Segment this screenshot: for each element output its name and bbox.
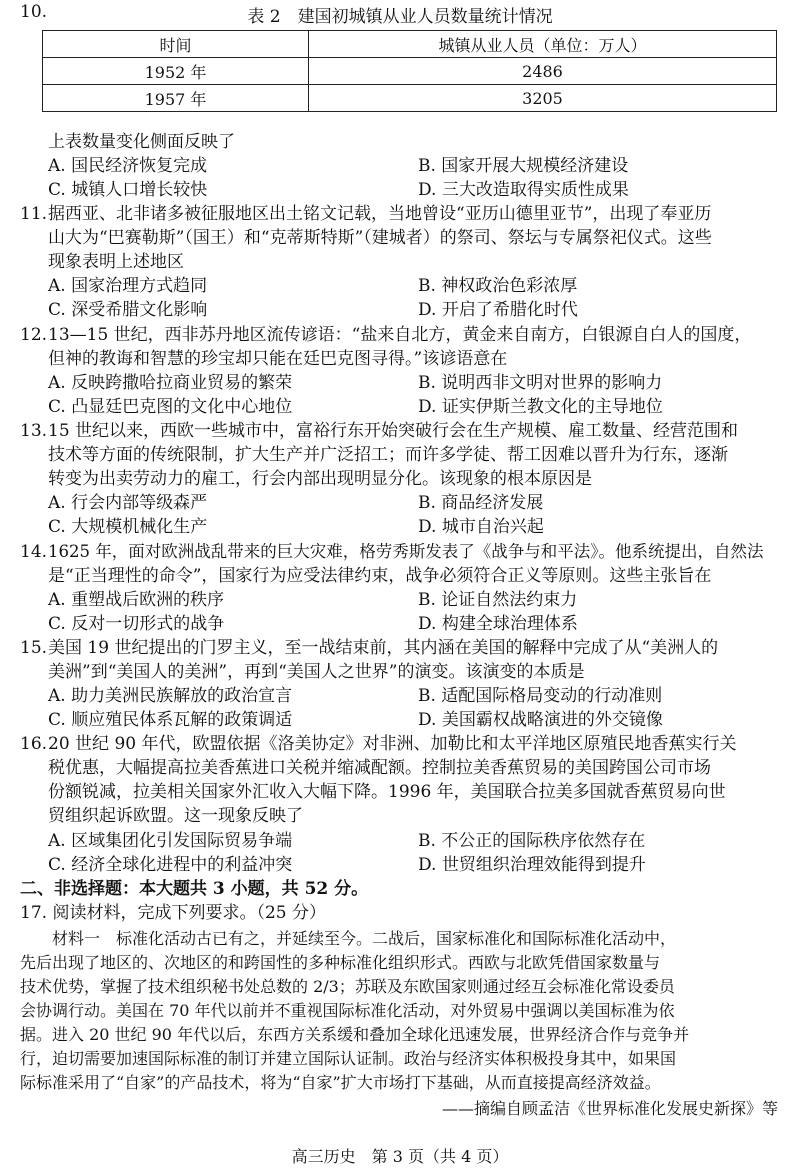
question-line: 是“正当理性的命令”，国家行为应受法律约束，战争必须符合正义等原则。这些主张旨在 (48, 566, 712, 586)
option-c: C. 反对一切形式的战争 (48, 614, 225, 634)
question-line: 但神的教诲和智慧的珍宝却只能在廷巴克图寻得。”该谚语意在 (48, 349, 508, 369)
material-line: 际标准采用了“自家”的产品技术，将为“自家”扩大市场打下基础，从而直接提高经济效益。 (20, 1073, 661, 1092)
material-line: 会协调行动。美国在 70 年代以前并不重视国际标准化活动，对外贸易中强调以美国标准为依 (20, 1001, 675, 1020)
table-cell: 3205 (309, 85, 777, 112)
question-line: 美国 19 世纪提出的门罗主义，至一战结束前，其内涵在美国的解释中完成了从“美洲人的 (48, 638, 719, 658)
question-line: 20 世纪 90 年代，欧盟依据《洛美协定》对非洲、加勒比和太平洋地区原殖民地香蕉实行关 (48, 734, 737, 754)
option-a: A. 助力美洲民族解放的政治宣言 (48, 686, 293, 706)
option-c: C. 经济全球化进程中的利益冲突 (48, 855, 293, 875)
option-d: D. 构建全球治理体系 (418, 614, 578, 634)
question-number: 12. (20, 325, 48, 345)
table-header: 城镇从业人员（单位：万人） (309, 31, 777, 58)
option-c: C. 顺应殖民体系瓦解的政策调适 (48, 710, 293, 730)
question-number: 16. (20, 734, 48, 754)
option-b: B. 不公正的国际秩序依然存在 (418, 831, 646, 851)
table-row (43, 58, 777, 85)
material-line: 技术优势，掌握了技术组织秘书处总数的 2/3；苏联及东欧国家则通过经互会标准化常设委员 (20, 977, 675, 996)
question-number: 10. (20, 2, 48, 22)
option-c: C. 凸显廷巴克图的文化中心地位 (48, 397, 293, 417)
question-line: 份额锐减，拉美相关国家外汇收入大幅下降。1996 年，美国联合拉美多国就香蕉贸易向世 (48, 782, 726, 802)
option-b: B. 商品经济发展 (418, 493, 544, 513)
option-c: C. 深受希腊文化影响 (48, 300, 208, 320)
question-line: 转变为出卖劳动力的雇工，行会内部出现明显分化。该现象的根本原因是 (48, 469, 592, 489)
question-number: 15. (20, 638, 48, 658)
option-b: B. 神权政治色彩浓厚 (418, 276, 578, 296)
table-cell: 2486 (309, 58, 777, 85)
material-source: ——摘编自顾孟洁《世界标准化发展史新探》等 (441, 1099, 778, 1118)
option-d: D. 证实伊斯兰教文化的主导地位 (418, 397, 663, 417)
question-number: 11. (20, 204, 48, 224)
material-line: 材料一 标准化活动古已有之，并延续至今。二战后，国家标准化和国际标准化活动中， (20, 929, 677, 948)
question-line: 美洲”到“美国人的美洲”，再到“美国人之世界”的演变。该演变的本质是 (48, 662, 585, 682)
option-a: A. 行会内部等级森严 (48, 493, 208, 513)
option-b: B. 适配国际格局变动的行动准则 (418, 686, 663, 706)
question-line: 税优惠，大幅提高拉美香蕉进口关税并缩减配额。控制拉美香蕉贸易的美国跨国公司市场 (48, 758, 711, 778)
question-line: 据西亚、北非诸多被征服地区出土铭文记载，当地曾设“亚历山德里亚节”，出现了奉亚历 (48, 204, 712, 224)
option-c: C. 大规模机械化生产 (48, 517, 208, 537)
table-row (43, 85, 777, 112)
question-line: 技术等方面的传统限制，扩大生产并广泛招工；而许多学徒、帮工因难以晋升为行东，逐渐 (48, 445, 728, 465)
option-a: A. 区域集团化引发国际贸易争端 (48, 831, 293, 851)
page-footer: 高三历史 第 3 页（共 4 页） (291, 1147, 509, 1166)
option-a: A. 重塑战后欧洲的秩序 (48, 590, 225, 610)
table-cell: 1957 年 (43, 85, 309, 112)
question-line: 贸组织起诉欧盟。这一现象反映了 (48, 806, 303, 826)
data-table (42, 30, 777, 112)
question-line: 15 世纪以来，西欧一些城市中，富裕行东开始突破行会在生产规模、雇工数量、经营范围和 (48, 421, 739, 441)
option-a: A. 国民经济恢复完成 (48, 156, 208, 176)
table-header: 时间 (43, 31, 309, 58)
section-heading: 二、非选择题：本大题共 3 小题，共 52 分。 (20, 879, 369, 899)
option-d: D. 三大改造取得实质性成果 (418, 180, 629, 200)
question-line: 现象表明上述地区 (48, 252, 184, 272)
option-b: B. 论证自然法约束力 (418, 590, 578, 610)
option-a: A. 反映跨撒哈拉商业贸易的繁荣 (48, 373, 293, 393)
option-b: B. 说明西非文明对世界的影响力 (418, 373, 663, 393)
material-line: 行，迫切需要加速国际标准的制订并建立国际认证制。政治与经济实体积极投身其中，如果国 (20, 1049, 677, 1068)
table-header-row (43, 31, 777, 58)
option-d: D. 开启了希腊化时代 (418, 300, 578, 320)
material-line: 据。进入 20 世纪 90 年代以后，东西方关系缓和叠加全球化迅速发展，世界经济合作与竞争并 (20, 1025, 690, 1044)
option-a: A. 国家治理方式趋同 (48, 276, 208, 296)
option-d: D. 城市自治兴起 (418, 517, 544, 537)
option-b: B. 国家开展大规模经济建设 (418, 156, 629, 176)
question-line: 13—15 世纪，西非苏丹地区流传谚语：“盐来自北方，黄金来自南方，白银源自白人的国度， (48, 325, 752, 345)
question-stem: 17. 阅读材料，完成下列要求。（25 分） (20, 903, 326, 923)
question-number: 14. (20, 542, 48, 562)
table-cell: 1952 年 (43, 58, 309, 85)
option-d: D. 美国霸权战略演进的外交镜像 (418, 710, 663, 730)
material-line: 先后出现了地区的、次地区的和跨国性的多种标准化组织形式。西欧与北欧凭借国家数量与 (20, 953, 661, 972)
table-caption: 表 2 建国初城镇从业人员数量统计情况 (247, 7, 553, 27)
question-number: 13. (20, 421, 48, 441)
question-line: 山大为“巴赛勒斯”（国王）和“克蒂斯特斯”（建城者）的祭司、祭坛与专属祭祀仪式。这些 (48, 228, 712, 248)
option-c: C. 城镇人口增长较快 (48, 180, 208, 200)
option-d: D. 世贸组织治理效能得到提升 (418, 855, 646, 875)
question-line: 1625 年，面对欧洲战乱带来的巨大灾难，格劳秀斯发表了《战争与和平法》。他系统提出，自然法 (48, 542, 764, 561)
question-stem: 上表数量变化侧面反映了 (48, 132, 235, 152)
